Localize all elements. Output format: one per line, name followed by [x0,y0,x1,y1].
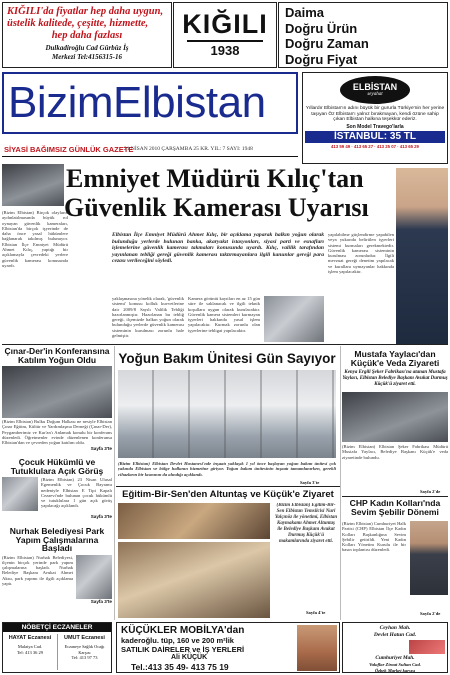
story-icu-caption: (Bizim Elbistan) Elbistan Devlet Hastanesi'nde inşaatı yaklaşık 1 yıl önce başlayan yoğun bakım ünitesi çok yakında Elbistan ve bölge halkının hizmetine giriyor. Yoğun bakım ünitesinin inşaatı tamamlanırken, gerekli cihazların bir kısmının da alındığı açıklandı. [118,461,336,477]
story-chp-text: (Bizim Elbistan) Cumhuriyet Halk Partisi (CHP) Elbistan İlçe Kadın Kolları Başkanlığına Sevim Şebilir getirildi. Yeni Kadın Kolları Yönetim Kurulu ile bir basın toplantısı düzenledi. [342,521,406,553]
kucukler-contact: Ali KÜÇÜK [171,654,208,661]
top-ad-right-line4: Doğru Fiyat [285,51,358,67]
story-egitim-text: (Bizim Elbistan) Eğitim-Bir-Sen Elbistan Temsilcisi Nuri Yalçınöz ile yönetimi, Elbistan Kaymakamı Ahmet Altuntaş ile Belediye Başkanı Avukat Durmuş Küçük'ü makamlarında ziyaret etti. [274,503,338,544]
masthead-box [2,72,298,134]
masthead-tagline: SİYASİ BAĞIMSIZ GÜNLÜK GAZETE [4,145,134,154]
side-story-2-text: (Bizim Elbistan) 23 Nisan Ulusal Egemenlik ve Çocuk Bayramı nedeniyle Elbistan E Tipi Kapalı Cezaevi'nde bulunan çocuk hükümlü ve tutuklulara 1 gün açık görüş yapılacağı açıklandı. [41,477,112,509]
kigili-logo-underline [187,40,263,42]
side-story-nurhak[interactable] [2,527,112,619]
top-ad-right-line2: Doğru Ürün [285,20,358,36]
top-ad-left[interactable] [2,2,172,68]
story-egitim-title[interactable]: Eğitim-Bir-Sen'den Altuntaş ve Küçük'e Ziyaret [122,489,334,500]
story-chp-page: Sayfa 2'de [420,611,441,616]
top-ad-slogan-1: KIĞILI'da fiyatlar hep daha uygun, [7,6,164,17]
headline-col2: yaklaşmasına yönelik olarak, 'güvenlik sistemi' konusu kolluk kuvvetlerine dair 2009/8 Sayılı Valilik Tebliği hazırlanmıştır. Hazırlanan bu tebliğ gereği, ilçemizde halkın yoğun olarak bulunduğu yerlerde güvenlik kamerası sisteminin kurulması zorunlu hale gelmiştir. [112,296,184,339]
seyahat-vehicle: Son Model Travego'larla [346,124,404,131]
kucukler-line3: SATILIK DAİRELER ve İŞ YERLERİ [121,645,245,654]
seyahat-logo-sub: seyahat [367,92,383,97]
top-ad-slogan-2: üstelik kalitede, çeşitte, hizmette, [7,18,149,29]
story-egitim-page: Sayfa 4'te [306,610,326,615]
side-story-2-photo [2,477,38,511]
headline-col1-text: (Bizim Elbistan) Birçok olayların aydınlatılmasında büyük rol oynayan güvenlik kameraları, Elbistan'da birçok işyerinde de daha önce yasal hükümlere bağlanarak takılmış bulunuyor. Elbistan İlçe Emniyet Müdürü Ahmet Kılıç, yaptığı bir açıklamayla çevredeki yerlere güvenlik kamerası konusunda uyardı. [2,210,68,268]
story-yaylaci-title[interactable]: Mustafa Yaylacı'dan Küçük'e Veda Ziyareti [350,349,440,368]
headline-col3: Kamera görüntü kayıtları en az 15 gün süre ile saklanacak ve ilgili teknik koşullara uygun olarak kurulacaktır. Güvenlik kamera sistemleri kurmayan işyerleri hakkında yasal işlem yapılacaktır. Kurmak zorunlu olan işyerlerine tebligat yapılacaktır. [188,296,260,333]
kigili-logo-year: 1938 [210,43,240,58]
side-story-cocuk[interactable] [2,458,112,524]
headline-inset-photo [264,296,324,342]
kucukler-line1: KÜÇÜKLER MOBİLYA'dan [121,625,245,636]
story-yaylaci-page: Sayfa 2'de [420,489,441,494]
side-story-1-title: Çınar-Der'in Konferansına Katılım Yoğun Oldu [4,346,110,365]
side-story-3-title: Nurhak Belediyesi Park Yapım Çalışmalarına Başladı [9,526,105,553]
story-yaylaci-photo [342,392,448,442]
pharmacy-title: NÖBETÇİ ECZANELER [3,623,111,632]
side-story-cinarder[interactable] [2,347,112,455]
story-chp-title[interactable]: CHP Kadın Kolları'nda Sevim Şebilir Dönemi [349,498,441,517]
story-yaylaci-text: (Bizim Elbistan) Elbistan Şeker Fabrikası Müdürü Mustafa Yaylacı, Belediye Başkanı Küçük'e veda ziyaretinde bulundu. [342,444,448,460]
story-egitim-photo-2 [118,542,270,618]
pharmacy-right-tel: Tel: 413 97 73 [71,655,98,660]
bottom-right-photo [409,640,445,654]
headline-left-photo [2,164,64,206]
section-rule-3 [342,496,448,497]
column-divider-right [340,346,341,620]
pharmacy-box [2,622,112,673]
headline-col1 [2,210,68,336]
issue-info: 21 NİSAN 2010 ÇARŞAMBA 25 KR. YIL: 7 SAYI: 1948 [124,146,253,152]
headline-title-2[interactable]: Güvenlik Kamerası Uyarısı [64,193,369,222]
kucukler-line2: kaderoğlu. tüp, 160 ve 200 m²lik [121,636,234,645]
seyahat-logo-text: ELBİSTAN [352,82,398,92]
kucukler-mobilya-ad[interactable] [116,622,340,673]
headline-col4: yapılabilme güçlendirme yapabilen veya yukarıda belirtilen işyerleri sistemi kurmaları gerekmektedir. Güvenlik kamerası sisteminin kurulması zorunludur. İlgili mevzuat gereği denetim yapılacak ve kurallara uymayanlar hakkında işlem yapılacaktır. [328,232,394,275]
story-chp-photo [410,521,448,595]
pharmacy-right-name: UMUT Eczanesi [64,635,105,641]
seyahat-logo [340,76,410,104]
kucukler-phone: Tel.:413 35 49- 413 75 19 [131,662,229,672]
kigili-logo-text: KIĞILI [182,9,268,39]
story-icu-photo-grid [118,370,336,458]
bottom-right-line3: Cumhuriyet Mah. [375,655,415,661]
kucukler-building-photo [297,625,337,671]
story-egitim-photo-1 [118,503,270,539]
side-story-2-title: Çocuk Hükümlü ve Tutuklulara Açık Görüş [10,457,104,476]
bottom-right-line2: Devlet Hatun Cad. [373,632,417,638]
elbistan-seyahat-ad[interactable] [302,72,448,164]
top-ad-right-line1: Daima [285,5,325,20]
section-rule-1 [2,344,448,345]
top-ad-address-1: Dulkadiroğlu Cad Gürbüz İş [45,44,129,52]
column-divider-left [114,346,115,620]
story-yaylaci-lead: Kenya Ergili Şeker Fabrikası'na atanan Mustafa Yaylacı, Elbistan Belediye Başkanı Avukat Durmuş Küçük'ü ziyaret etti. [342,370,448,387]
kigili-logo-ad[interactable] [173,2,277,68]
top-ad-right-line3: Doğru Zaman [285,36,369,51]
masthead-title: BizimElbistan [8,78,266,127]
side-story-1-page: Sayfa 3'te [90,446,112,451]
side-story-3-text: (Bizim Elbistan) Nurhak Belediyesi, ilçenin birçok yerinde park yapım çalışmalarına başladı. Nurhak Belediye Başkanı Avukat Ahmet Aksu, park yapımı ile ilgili açıklama yaptı. [2,554,73,586]
bottom-right-line4: Vakıflar Ziraat Sultan Cad. [369,661,421,667]
seyahat-route: İSTANBUL: 35 TL [305,131,445,143]
top-ad-address-2: Merkezi Tel:4156315-16 [52,53,122,61]
emniyet-mudur-photo [396,168,448,344]
side-story-2-page: Sayfa 3'te [90,514,112,519]
side-story-1-photo [2,366,112,418]
side-story-1-text: (Bizim Elbistan) Bulku Doğum Halkası ne nesiyle Elbistan Çınar Eğitim, Kültür ve Yardımlaşma Derneği (Çınar-Der), Peygamberimiz ve Kur'an'ı Anlamak konulu bir konferans düzenledi. Öğretmenler evinde düzenlenen konferansa Elbistan'dan ve çevreden yoğun katılım oldu. [2,419,112,446]
masthead-rule [2,156,298,157]
bottom-right-line1: Ceyhan Mah. [379,625,411,631]
story-icu-title[interactable]: Yoğun Bakım Ünitesi Gün Sayıyor [118,351,336,366]
seyahat-phones: 413 59 49 · 413 65 27 · 413 25 07 · 413 65 29 [331,144,419,150]
pharmacy-left-tel: Tel: 413 36 29 [16,650,44,655]
top-ad-slogan-3: hep daha fazlası [51,30,123,41]
side-story-3-page: Sayfa 3'te [90,598,112,604]
bottom-right-line5: Özbek Market karşısı [374,667,416,673]
pharmacy-left-addr: Malatya Cad. [17,644,43,649]
pharmacy-right-addr: Eczaneye Sağlık Ocağı Karşısı [64,644,105,655]
side-story-3-photo [76,555,112,599]
pharmacy-left-name: HAYAT Eczanesi [8,635,52,641]
headline-lead: Elbistan İlçe Emniyet Müdürü Ahmet Kılıç, bir açıklama yaparak halkın yoğun olarak bulunduğu yerlerde bulunan banka, akaryakıt istasyonları, siyasi parti ve esnafları işlemelerine güvenlik kamerası takmaları konusunda uyardı. Kılıç, valilik tarafından yayınlanan tebliği gereği güvenlik kamerası taktırmayanlara ilgili kanunlar gereği para cezası verileceğini söyledi. [112,232,324,264]
story-icu-page: Sayfa 3'te [300,480,320,485]
seyahat-text: Yıllardır Elbistan'ın adını büyük bir gururla Türkiye'nin her yerine taşıyan Öz Elbistan'ı yalnız bırakmayan, kendi özüne sahip çıkan Elbistan halkına teşekkür ederiz. [305,106,445,123]
top-ad-right[interactable] [278,2,448,68]
bottom-right-ad[interactable] [342,622,448,673]
section-rule-2 [116,486,340,487]
headline-title-1[interactable]: Emniyet Müdürü Kılıç'tan [66,164,364,193]
